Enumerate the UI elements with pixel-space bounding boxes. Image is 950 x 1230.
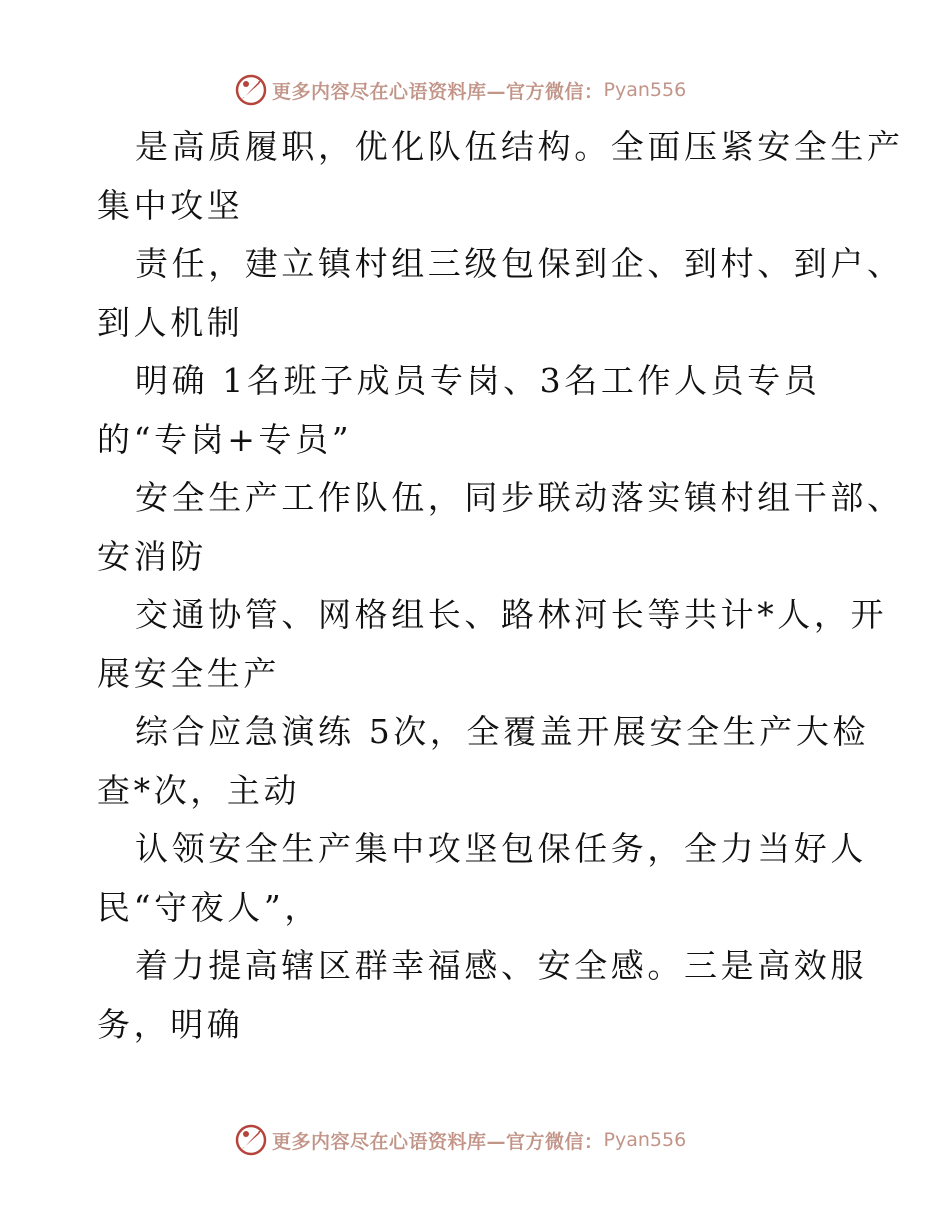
body-line: 认领安全生产集中攻坚包保任务，全力当好人 <box>135 829 867 868</box>
footer-watermark <box>234 1122 686 1158</box>
quill-pen-seal-icon <box>234 73 268 107</box>
body-line: 的“专岗+专员” <box>97 419 353 459</box>
body-line: 明确 1名班子成员专岗、3名工作人员专员 <box>135 361 821 400</box>
body-line: 是高质履职，优化队伍结构。全面压紧安全生产 <box>135 127 904 166</box>
body-line: 综合应急演练 5次，全覆盖开展安全生产大检 <box>135 712 870 751</box>
body-line: 安全生产工作队伍，同步联动落实镇村组干部、 <box>135 478 904 517</box>
watermark-wechat-id: Pyan556 <box>603 1129 687 1151</box>
header-watermark <box>234 72 686 108</box>
body-line: 集中攻坚 <box>97 185 244 225</box>
body-line: 责任，建立镇村组三级包保到企、到村、到户、 <box>135 244 904 283</box>
watermark-text: 更多内容尽在心语资料库—官方微信： <box>272 80 604 103</box>
document-body <box>97 118 904 1054</box>
watermark-text: 更多内容尽在心语资料库—官方微信： <box>272 1130 604 1153</box>
body-line: 民“守夜人”， <box>97 887 321 927</box>
body-line: 查*次，主动 <box>97 770 301 810</box>
body-line: 展安全生产 <box>97 653 280 693</box>
watermark-wechat-id: Pyan556 <box>603 79 687 101</box>
quill-pen-seal-icon <box>234 1123 268 1157</box>
body-line: 到人机制 <box>97 302 244 342</box>
body-line: 务，明确 <box>97 1004 244 1044</box>
body-line: 安消防 <box>97 536 207 576</box>
body-line: 着力提高辖区群幸福感、安全感。三是高效服 <box>135 946 867 985</box>
body-line: 交通协管、网格组长、路林河长等共计*人，开 <box>135 595 888 634</box>
